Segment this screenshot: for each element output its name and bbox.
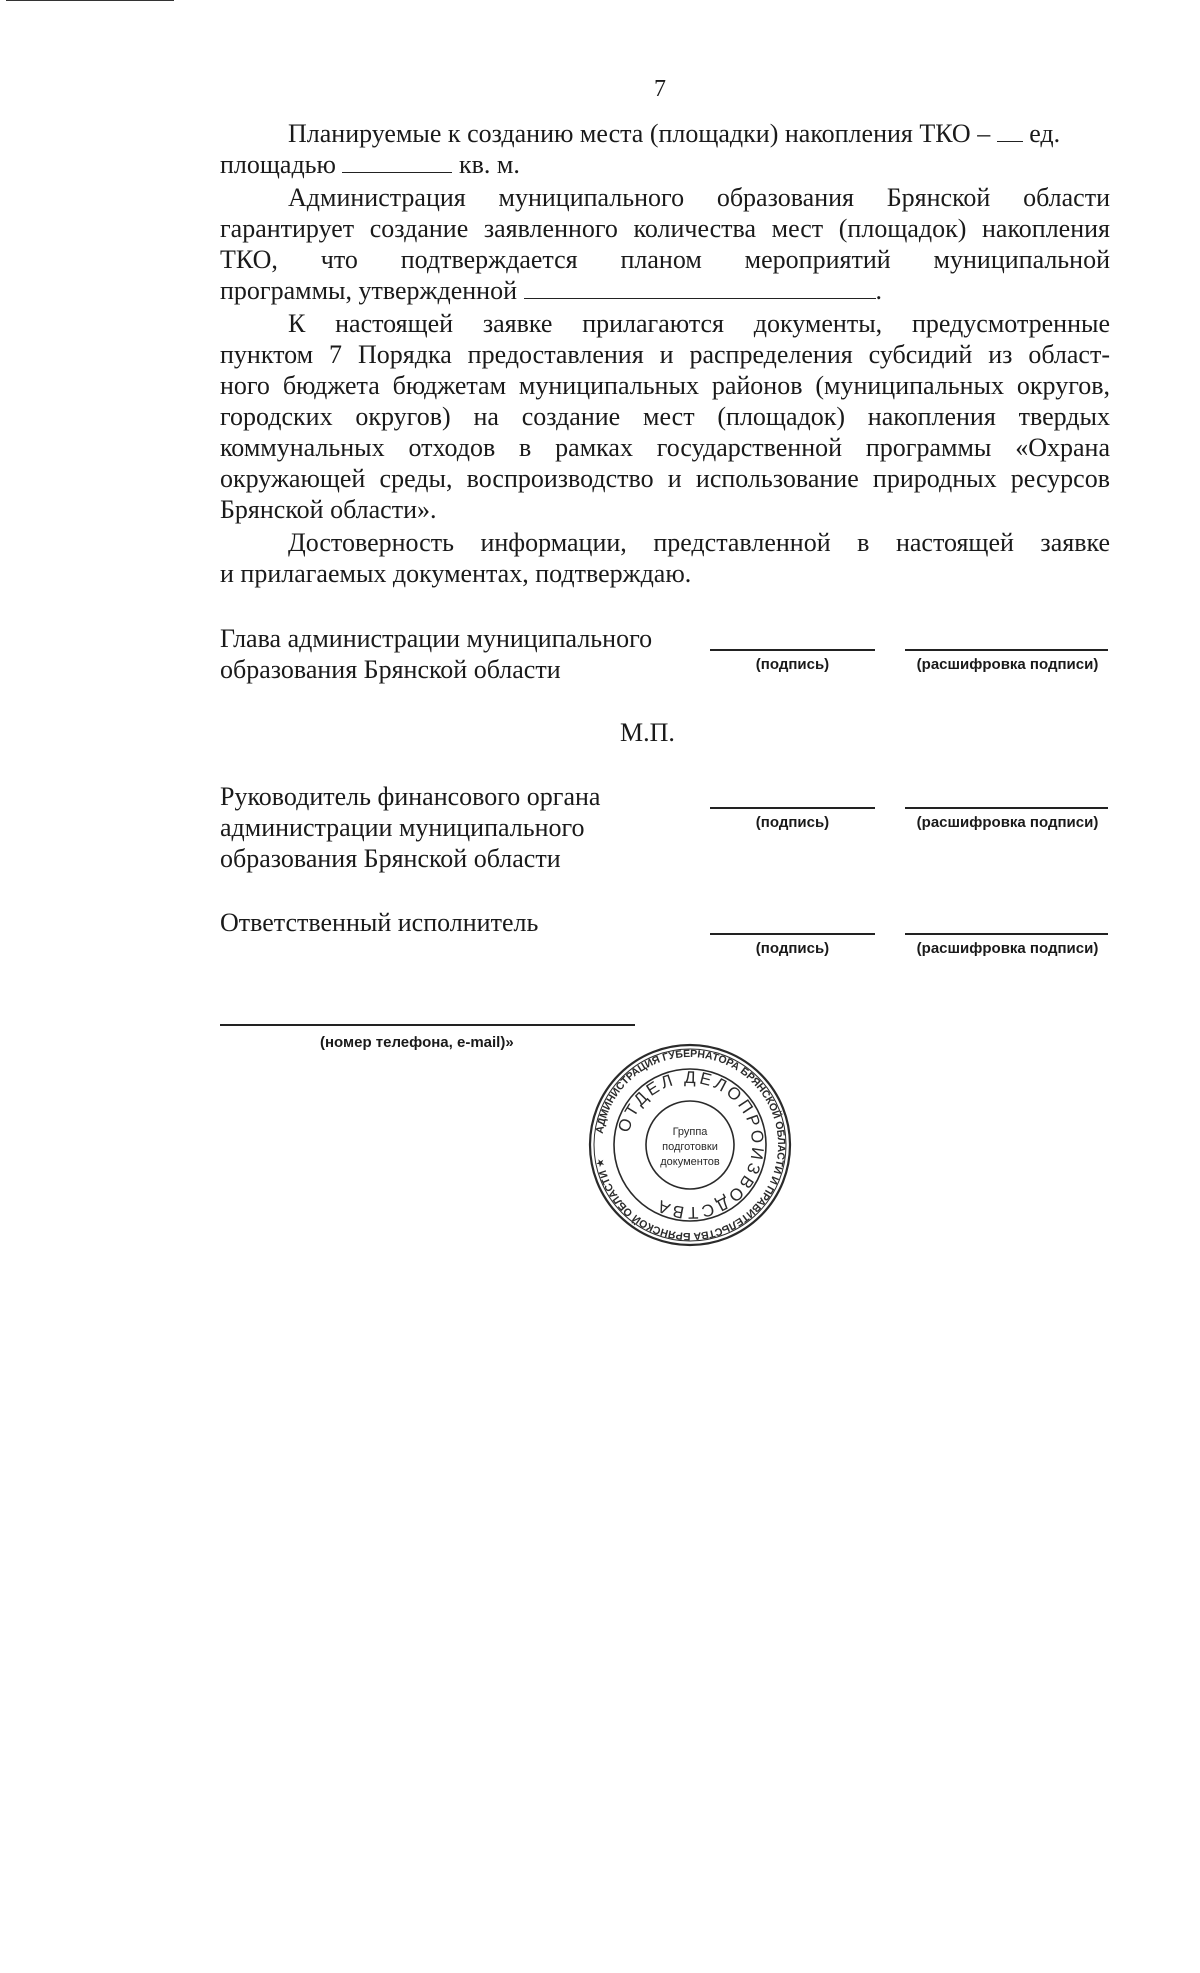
- signatory-head-title-line: образования Брянской области: [220, 655, 561, 684]
- paragraph-line: Брянской области».: [220, 495, 437, 524]
- stamp-center-line: документов: [660, 1156, 720, 1168]
- text: .: [875, 276, 882, 305]
- stamp-middle-text: ОТДЕЛ ДЕЛОПРОИЗВОДСТВА: [614, 1067, 768, 1223]
- official-stamp: [585, 1040, 795, 1250]
- text: программы, утвержденной: [220, 276, 517, 305]
- paragraph-line: городских округов) на создание мест (площадок) накопления твердых: [220, 402, 1110, 431]
- paragraph-line: [220, 275, 1110, 306]
- contact-caption: (номер телефона, e-mail)»: [320, 1034, 514, 1051]
- contact-line: [220, 1024, 635, 1026]
- text: кв. м.: [458, 150, 520, 179]
- signature-caption: (подпись): [755, 814, 830, 831]
- corner-rule: [6, 0, 174, 1]
- signature-line: [710, 933, 875, 935]
- paragraph-line: ТКО, что подтверждается планом мероприятий муниципальной: [220, 245, 1110, 274]
- signatory-executor-title: Ответственный исполнитель: [220, 908, 539, 937]
- blank-field: [524, 276, 876, 299]
- decoding-caption: (расшифровка подписи): [916, 940, 1099, 957]
- signature-caption: (подпись): [755, 656, 830, 673]
- stamp-outer-text: АДМИНИСТРАЦИЯ ГУБЕРНАТОРА БРЯНСКОЙ ОБЛАСТИ И ПРАВИТЕЛЬСТВА БРЯНСКОЙ ОБЛАСТИ ★: [593, 1047, 788, 1243]
- signatory-finance-title-line: образования Брянской области: [220, 844, 561, 873]
- signature-line: [710, 807, 875, 809]
- blank-field: [342, 150, 452, 173]
- paragraph-line: [288, 118, 1110, 149]
- paragraph-line: [220, 149, 1110, 180]
- blank-field: [997, 119, 1023, 142]
- decoding-line: [905, 649, 1108, 651]
- paragraph-line: Администрация муниципального образования Брянской области: [288, 183, 1110, 212]
- text: ед.: [1029, 119, 1061, 148]
- paragraph-line: гарантирует создание заявленного количества мест (площадок) накопления: [220, 214, 1110, 243]
- signature-caption: (подпись): [755, 940, 830, 957]
- paragraph-line: Достоверность информации, представленной в настоящей заявке: [288, 528, 1110, 557]
- decoding-caption: (расшифровка подписи): [916, 814, 1099, 831]
- stamp-center-line: подготовки: [662, 1141, 718, 1153]
- text: Планируемые к созданию места (площадки) накопления ТКО –: [288, 119, 991, 148]
- paragraph-line: окружающей среды, воспроизводство и использование природных ресурсов: [220, 464, 1110, 493]
- paragraph-line: ного бюджета бюджетам муниципальных районов (муниципальных округов,: [220, 371, 1110, 400]
- paragraph-line: К настоящей заявке прилагаются документы, предусмотренные: [288, 309, 1110, 338]
- stamp-center-line: Группа: [672, 1126, 708, 1138]
- decoding-line: [905, 807, 1108, 809]
- text: площадью: [220, 150, 336, 179]
- decoding-caption: (расшифровка подписи): [916, 656, 1099, 673]
- decoding-line: [905, 933, 1108, 935]
- paragraph-line: коммунальных отходов в рамках государственной программы «Охрана: [220, 433, 1110, 462]
- signatory-finance-title-line: Руководитель финансового органа: [220, 782, 601, 811]
- paragraph-line: пунктом 7 Порядка предоставления и распределения субсидий из област-: [220, 340, 1110, 369]
- signatory-finance-title-line: администрации муниципального: [220, 813, 585, 842]
- page-number: 7: [654, 76, 666, 102]
- signature-line: [710, 649, 875, 651]
- seal-place-label: М.П.: [620, 718, 675, 747]
- signatory-head-title-line: Глава администрации муниципального: [220, 624, 653, 653]
- paragraph-line: и прилагаемых документах, подтверждаю.: [220, 559, 692, 588]
